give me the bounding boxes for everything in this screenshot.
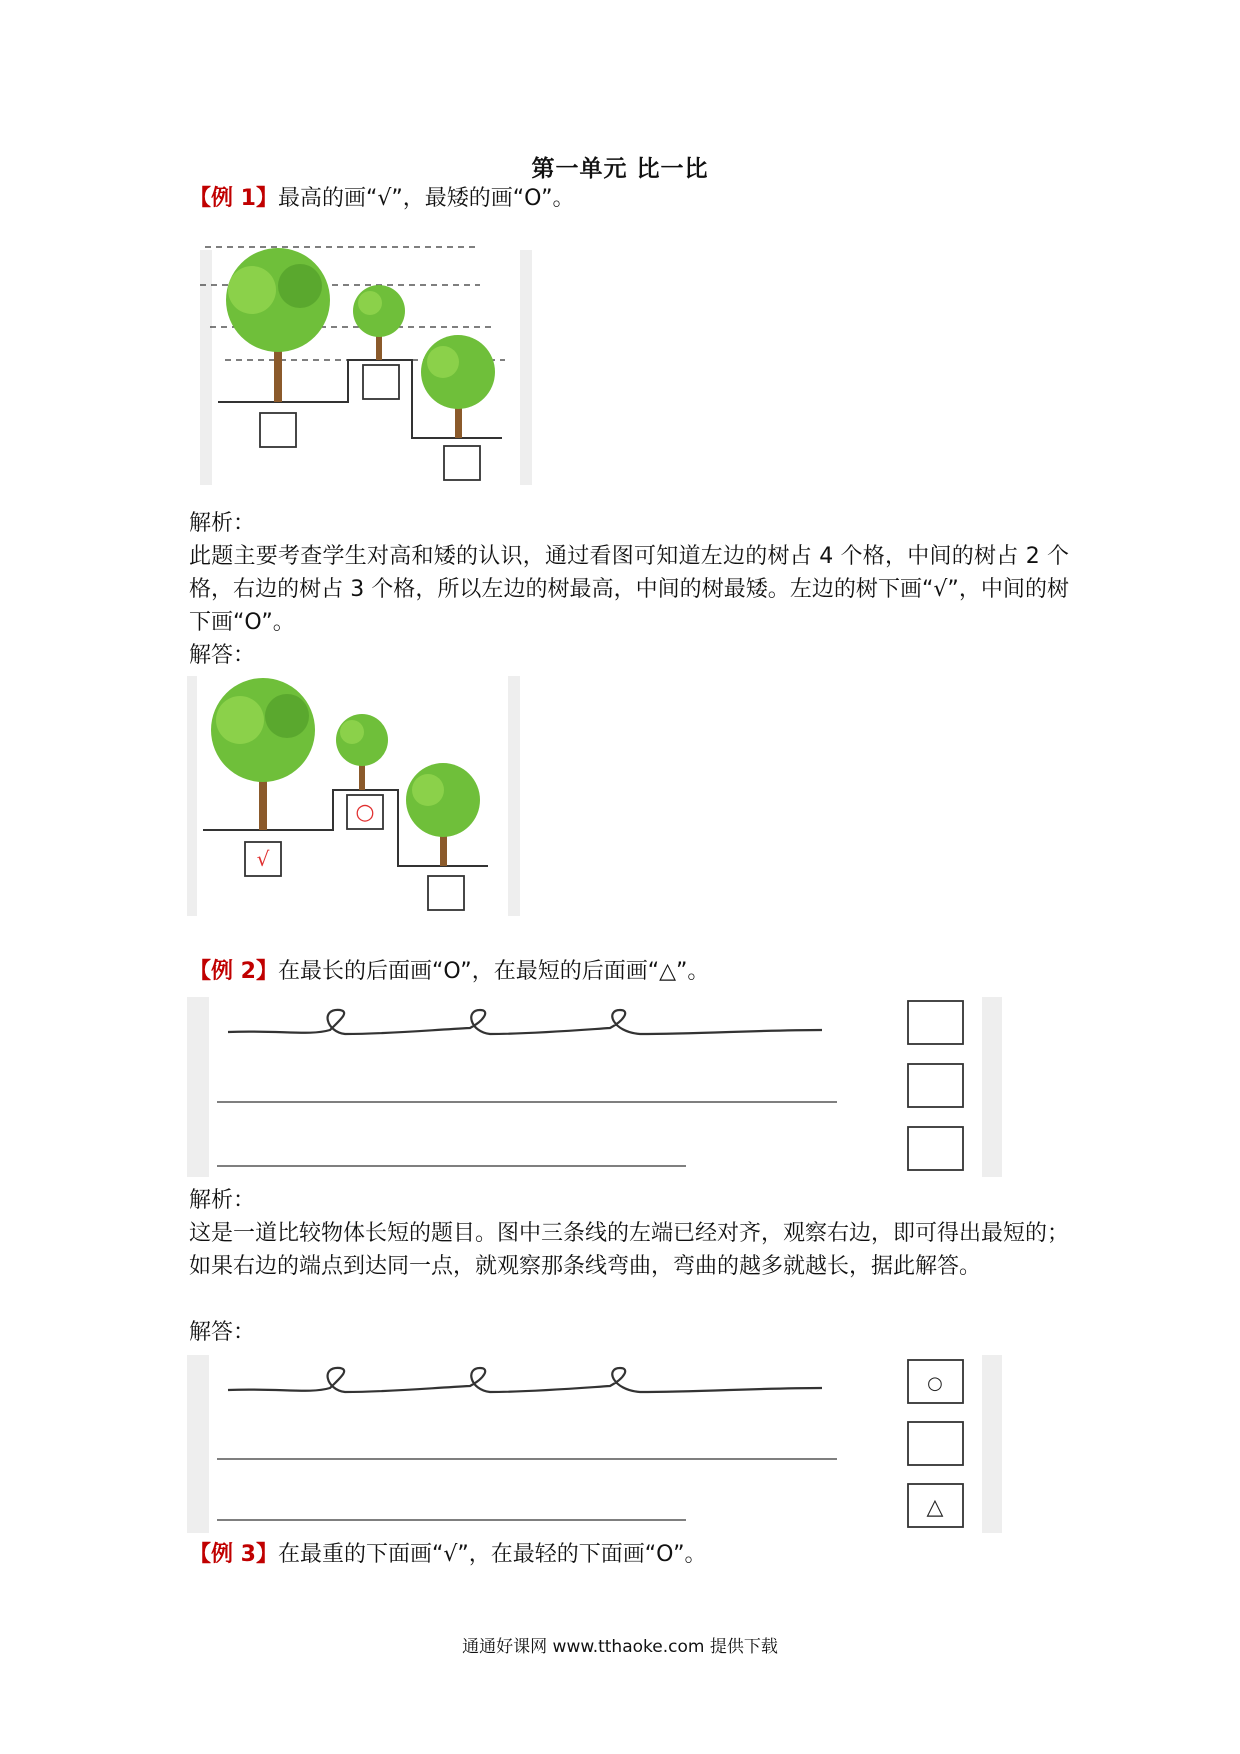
answer-mark-middle: ○ [355, 800, 375, 825]
answer-mark-shortest: △ [926, 1495, 944, 1520]
example-2-analysis-label: 解析： [189, 1188, 256, 1213]
answer-mark-longest: ○ [927, 1373, 943, 1394]
example-1-analysis-label: 解析： [189, 511, 256, 536]
example-1-tag: 【例 1】 [189, 186, 278, 211]
example-1-analysis: 此题主要考查学生对高和矮的认识，通过看图可知道左边的树占 4 个格，中间的树占 2 个格，右边的树占 3 个格，所以左边的树最高，中间的树最矮。左边的树下画“√”，中间的树下画“O”。 [189, 544, 1069, 635]
example-2-answer-label: 解答： [189, 1320, 256, 1345]
example-1-answer-label: 解答： [189, 643, 256, 668]
example-2-tag: 【例 2】 [189, 959, 278, 984]
page-title: 第一单元 比一比 [531, 156, 709, 182]
example-3-question [189, 1538, 707, 1571]
triangle-icon: △ [659, 959, 677, 984]
answer-mark-left: √ [256, 847, 270, 871]
example-2-question: 【例 2】在最长的后面画“O”，在最短的后面画“△”。 [189, 959, 710, 984]
example-3-text: 在最重的下面画“√”，在最轻的下面画“O”。 [277, 1542, 707, 1567]
example-2-text: 在最长的后面画“O”，在最短的后面画“ [277, 959, 660, 984]
example-2-analysis: 这是一道比较物体长短的题目。图中三条线的左端已经对齐，观察右边，即可得出最短的；如果右边的端点到达同一点，就观察那条线弯曲，弯曲的越多就越长，据此解答。 [189, 1221, 1070, 1279]
page-footer: 通通好课网 www.tthaoke.com 提供下载 [462, 1637, 778, 1657]
example-3-tag: 【例 3】 [189, 1542, 278, 1567]
example-1-text: 最高的画“√”，最矮的画“O”。 [277, 186, 575, 211]
